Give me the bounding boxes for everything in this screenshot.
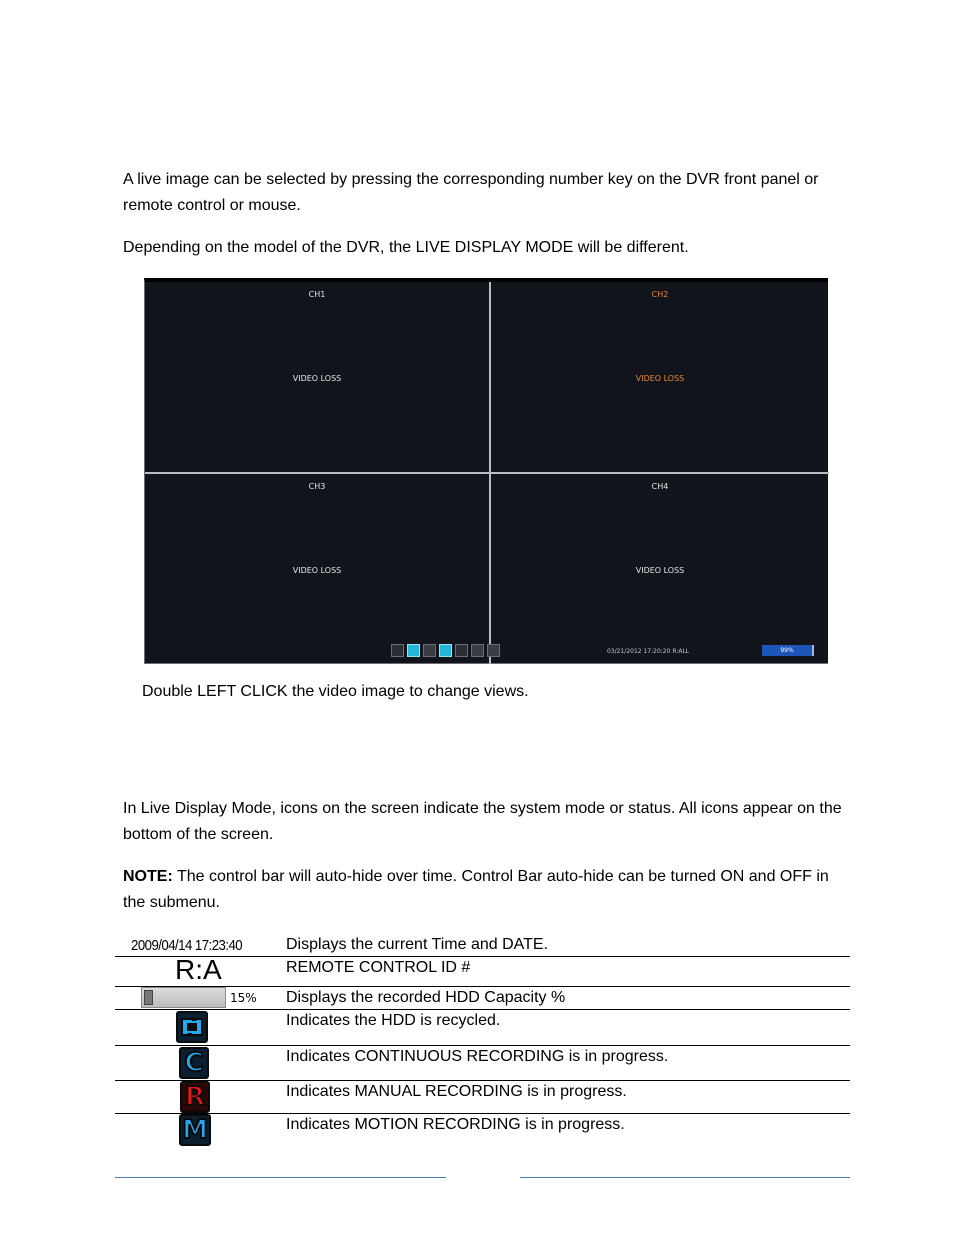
footer-rule-left <box>115 1177 446 1178</box>
video-loss-label: VIDEO LOSS <box>292 374 342 383</box>
table-desc: Indicates CONTINUOUS RECORDING is in progress. <box>286 1048 669 1065</box>
channel-cell-3[interactable] <box>145 474 489 664</box>
paragraph-icons-intro: In Live Display Mode, icons on the screen indicate the system mode or status. All icons appear on the bottom of the screen. <box>123 800 842 843</box>
table-desc: Displays the current Time and DATE. <box>286 936 549 953</box>
table-rule <box>254 956 850 957</box>
network-icon[interactable] <box>391 644 404 657</box>
footer-rule-right <box>520 1177 850 1178</box>
table-desc: Indicates the HDD is recycled. <box>286 1012 501 1029</box>
table-desc: REMOTE CONTROL ID # <box>286 959 471 976</box>
video-loss-label: VIDEO LOSS <box>635 566 685 575</box>
motion-recording-icon <box>179 1114 211 1146</box>
video-loss-label: VIDEO LOSS <box>635 374 685 383</box>
remote-id-label: R:A <box>175 954 222 985</box>
hdd-capacity-percent: 15% <box>230 991 257 1005</box>
channel-label: CH3 <box>308 482 326 491</box>
dvr-control-bar <box>391 644 500 657</box>
channel-label: CH1 <box>308 290 326 299</box>
table-desc: Indicates MANUAL RECORDING is in progress. <box>286 1083 627 1100</box>
video-loss-label: VIDEO LOSS <box>292 566 342 575</box>
recording-letter: M <box>182 1115 208 1145</box>
channel-cell-1[interactable] <box>145 282 489 472</box>
table-rule <box>115 1080 850 1081</box>
paragraph-display-mode-model: Depending on the model of the DVR, the LIVE DISPLAY MODE will be different. <box>123 239 689 256</box>
recording-letter: C <box>184 1048 204 1078</box>
channel-cell-2[interactable] <box>491 282 829 472</box>
sequence-icon[interactable] <box>487 644 500 657</box>
table-rule <box>115 1045 850 1046</box>
manual-recording-icon <box>180 1081 210 1113</box>
zoom-icon[interactable] <box>423 644 436 657</box>
audio-icon[interactable] <box>439 644 452 657</box>
table-rule <box>115 1113 850 1114</box>
paragraph-double-click-hint: Double LEFT CLICK the video image to change views. <box>142 683 529 700</box>
table-desc: Displays the recorded HDD Capacity % <box>286 989 566 1006</box>
note-label: NOTE: <box>123 868 173 885</box>
record-icon[interactable] <box>471 644 484 657</box>
hdd-capacity-icon <box>141 987 226 1008</box>
continuous-recording-icon <box>179 1047 209 1079</box>
note-text: The control bar will auto-hide over time. Control Bar auto-hide can be turned ON and OFF in the submenu. <box>123 868 829 911</box>
dvr-hdd-capacity-bar: 99% <box>762 645 814 656</box>
channel-label: CH4 <box>651 482 669 491</box>
grid-divider-horizontal <box>145 472 829 474</box>
channel-cell-4[interactable] <box>491 474 829 664</box>
recycle-arrows-icon <box>180 1016 204 1038</box>
dvr-datetime-status: 03/21/2012 17:20:20 R:ALL <box>607 648 690 655</box>
table-desc: Indicates MOTION RECORDING is in progress. <box>286 1116 625 1133</box>
channel-label: CH2 <box>651 290 669 299</box>
paragraph-note <box>123 864 853 916</box>
datetime-stamp: 2009/04/14 17:23:40 <box>131 937 243 954</box>
hdd-icon[interactable] <box>455 644 468 657</box>
dvr-live-display-screenshot <box>144 278 828 664</box>
hdd-capacity-fill <box>144 990 153 1005</box>
hdd-recycle-icon <box>176 1011 208 1043</box>
ptz-icon[interactable] <box>407 644 420 657</box>
paragraph-live-image-selection: A live image can be selected by pressing the corresponding number key on the DVR front panel or remote control or mouse. <box>123 171 819 214</box>
recording-letter: R <box>184 1082 206 1112</box>
table-rule <box>115 1009 850 1010</box>
